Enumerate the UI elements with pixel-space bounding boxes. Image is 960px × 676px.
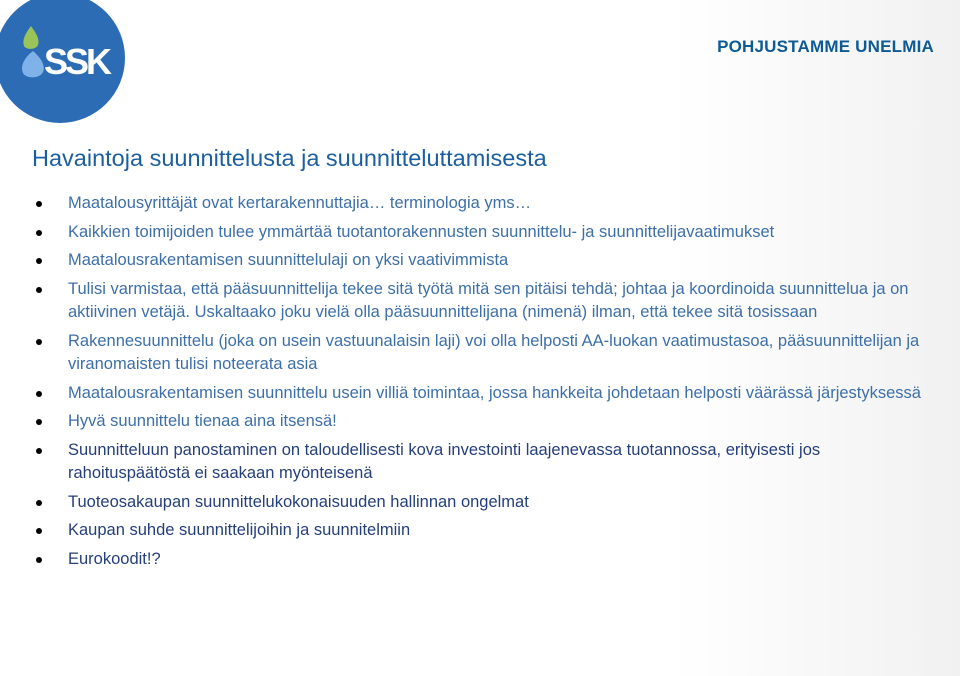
bullet-text: Suunnitteluun panostaminen on taloudellisesti kova investointi laajenevassa tuotannossa, erityisesti jos rahoituspäätöstä ei saakaan myönteisenä (68, 440, 821, 482)
bullet-item (36, 192, 936, 216)
bullet-text: Tulisi varmistaa, että pääsuunnittelija tekee sitä työtä mitä sen pitäisi tehdä; johtaa ja koordinoida suunnittelua ja on aktiivinen vetäjä. Uskaltaako joku vielä olla pääsuunnittelijana (nimenä) ilman, että tekee sitä tosissaan (68, 279, 909, 321)
bullet-text: Maatalousyrittäjät ovat kertarakennuttajia… terminologia yms… (68, 194, 532, 212)
bullet-text: Eurokoodit!? (68, 549, 161, 568)
bullet-text: Hyvä suunnittelu tienaa aina itsensä! (68, 412, 337, 430)
bullet-dot-icon (36, 258, 42, 264)
bullet-dot-icon (36, 448, 42, 454)
bullet-item (36, 410, 936, 434)
bullet-item (36, 330, 936, 377)
bullet-item (36, 519, 936, 543)
bullet-item (36, 439, 936, 486)
bullet-dot-icon (36, 287, 42, 293)
tagline: POHJUSTAMME UNELMIA (717, 37, 934, 56)
bullet-dot-icon (36, 528, 42, 534)
bullet-item (36, 382, 936, 406)
bullet-item (36, 491, 936, 515)
bullet-text: Maatalousrakentamisen suunnittelu usein villiä toimintaa, jossa hankkeita johdetaan helposti väärässä järjestyksessä (68, 383, 921, 402)
bullet-dot-icon (36, 339, 42, 345)
bullet-list (36, 192, 936, 576)
bullet-item (36, 548, 936, 572)
bullet-text: Tuoteosakaupan suunnittelukokonaisuuden hallinnan ongelmat (68, 492, 529, 511)
bullet-dot-icon (36, 391, 42, 397)
slide-title: Havaintoja suunnittelusta ja suunnitteluttamisesta (32, 145, 547, 171)
bullet-item (36, 249, 936, 273)
bullet-text: Kaikkien toimijoiden tulee ymmärtää tuotantorakennusten suunnittelu- ja suunnittelijavaatimukset (68, 222, 775, 241)
bullet-dot-icon (36, 557, 42, 563)
ssk-logo (0, 0, 125, 125)
bullet-text: Rakennesuunnittelu (joka on usein vastuunalaisin laji) voi olla helposti AA-luokan vaatimustasoa, pääsuunnittelijan ja viranomaisten tulisi noteerata asia (68, 331, 920, 373)
bullet-text: Maatalousrakentamisen suunnittelulaji on yksi vaativimmista (68, 251, 509, 269)
bullet-dot-icon (36, 500, 42, 506)
logo-text: SSK (44, 41, 110, 82)
bullet-item (36, 221, 936, 245)
bullet-dot-icon (36, 201, 42, 207)
bullet-dot-icon (36, 419, 42, 425)
bullet-item (36, 278, 936, 325)
bullet-text: Kaupan suhde suunnittelijoihin ja suunnitelmiin (68, 521, 411, 539)
bullet-dot-icon (36, 230, 42, 236)
